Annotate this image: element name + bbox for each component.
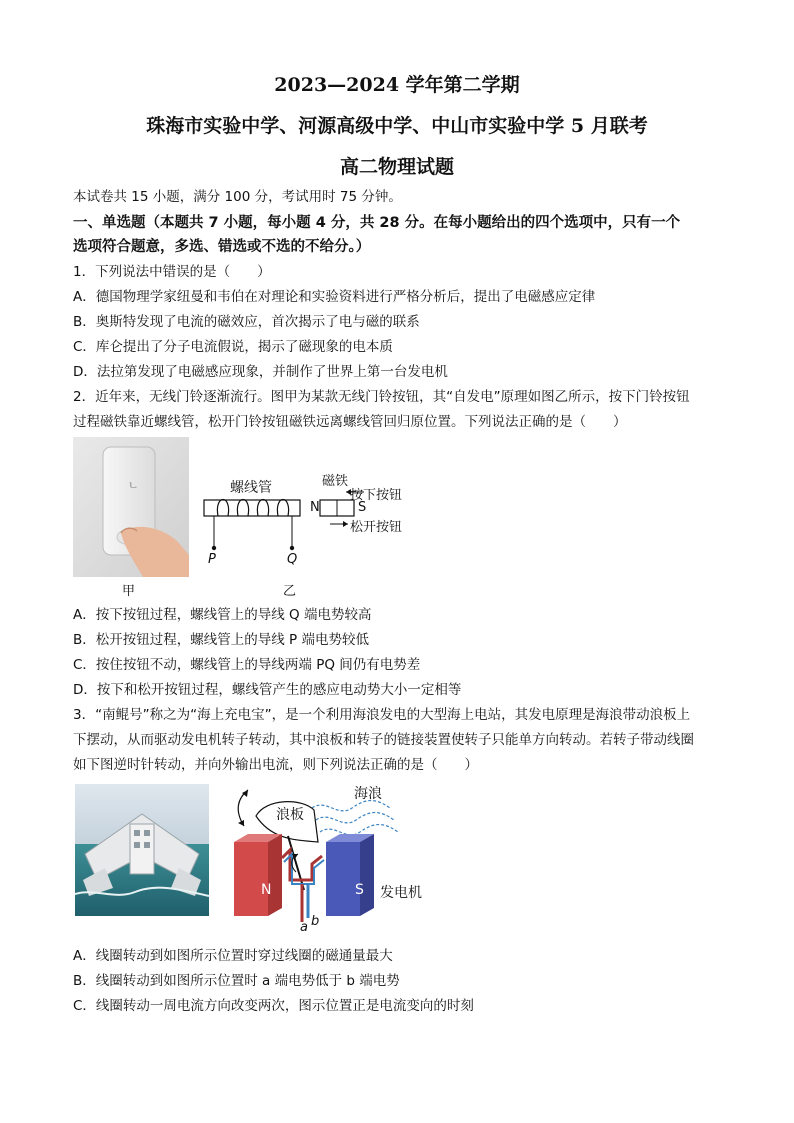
section-heading-line2: 选项符合题意，多选、错选或不选的不给分。） <box>73 239 371 255</box>
generator-diagram <box>226 780 426 940</box>
q2-option-c: C．按住按钮不动，螺线管上的导线两端 PQ 间仍有电势差 <box>73 657 421 673</box>
wave-line-2 <box>316 813 394 823</box>
q2-stem-line1: 2．近年来，无线门铃逐渐流行。图甲为某款无线门铃按钮，其“自发电”原理如图乙所示，按下门铃按钮 <box>73 389 690 405</box>
label-a: a <box>300 920 308 935</box>
magnet-n-front <box>234 842 268 916</box>
label-wave: 海浪 <box>354 786 382 802</box>
svg-text:ㄴ: ㄴ <box>128 479 139 492</box>
wave-station-photo <box>75 784 209 916</box>
label-gen-n: N <box>261 882 272 898</box>
solenoid-coil <box>217 500 288 517</box>
q2-option-b: B．松开按钮过程，螺线管上的导线 P 端电势较低 <box>73 632 369 648</box>
q1-stem: 1．下列说法中错误的是（ ） <box>73 264 271 280</box>
coil-wire-red <box>282 850 322 880</box>
label-q: Q <box>287 552 298 567</box>
doorbell-photo-drawing <box>73 437 189 577</box>
release-arrowhead <box>343 521 348 527</box>
label-magnet-s: S <box>358 500 367 515</box>
magnet-s-side <box>360 834 374 916</box>
label-magnet: 磁铁 <box>322 474 349 489</box>
label-p: P <box>208 552 216 567</box>
q3-option-a: A．线圈转动到如图所示位置时穿过线圈的磁通量最大 <box>73 948 393 964</box>
terminal-q <box>290 546 294 550</box>
doorbell-photo <box>73 437 189 577</box>
fig-caption-yi: 乙 <box>283 584 297 599</box>
q2-option-a: A．按下按钮过程，螺线管上的导线 Q 端电势较高 <box>73 607 372 623</box>
label-gen-s: S <box>355 882 364 898</box>
q3-stem-line2: 下摆动，从而驱动发电机转子转动，其中浪板和转子的链接装置使转子只能单方向转动。若转子带动线圈 <box>73 732 694 748</box>
section-heading-line1: 一、单选题（本题共 7 小题，每小题 4 分，共 28 分。在每小题给出的四个选项中，只有一个 <box>73 215 681 231</box>
terminal-p <box>212 546 216 550</box>
label-board: 浪板 <box>276 807 304 823</box>
wave-line-3 <box>320 825 398 835</box>
q3-option-b: B．线圈转动到如图所示位置时 a 端电势低于 b 端电势 <box>73 973 400 989</box>
label-press: 按下按钮 <box>350 488 403 503</box>
label-release: 松开按钮 <box>350 520 403 535</box>
q1-option-a: A．德国物理学家纽曼和韦伯在对理论和实验资料进行严格分析后，提出了电磁感应定律 <box>73 289 596 305</box>
exam-intro: 本试卷共 15 小题，满分 100 分，考试用时 75 分钟。 <box>73 189 402 205</box>
q1-option-c: C．库仑提出了分子电流假说，揭示了磁现象的电本质 <box>73 339 393 355</box>
label-magnet-n: N <box>310 500 320 515</box>
magnet-s-front <box>326 842 360 916</box>
exam-term-title: 2023—2024 学年第二学期 <box>274 74 520 96</box>
q1-option-b: B．奥斯特发现了电流的磁效应，首次揭示了电与磁的联系 <box>73 314 420 330</box>
q3-option-c: C．线圈转动一周电流方向改变两次，图示位置正是电流变向的时刻 <box>73 998 474 1014</box>
q2-stem-line2: 过程磁铁靠近螺线管，松开门铃按钮磁铁远离螺线管回归原位置。下列说法正确的是（ ） <box>73 414 627 430</box>
q2-option-d: D．按下和松开按钮过程，螺线管产生的感应电动势大小一定相等 <box>73 682 462 698</box>
label-generator: 发电机 <box>380 885 422 901</box>
exam-subject-title: 高二物理试题 <box>339 156 454 178</box>
label-b: b <box>311 914 320 929</box>
fig-caption-jia: 甲 <box>122 584 136 599</box>
magnet-n-side <box>268 834 282 916</box>
q3-stem-line1: 3．“南鲲号”称之为“海上充电宝”，是一个利用海浪发电的大型海上电站，其发电原理是海浪带动浪板上 <box>73 707 691 723</box>
wave-station-drawing <box>75 784 209 916</box>
label-solenoid: 螺线管 <box>230 480 272 496</box>
q3-stem-line3: 如下图逆时针转动，并向外输出电流，则下列说法正确的是（ ） <box>73 757 478 773</box>
exam-schools-title: 珠海市实验中学、河源高级中学、中山市实验中学 5 月联考 <box>146 115 648 137</box>
q1-option-d: D．法拉第发现了电磁感应现象，并制作了世界上第一台发电机 <box>73 364 448 380</box>
